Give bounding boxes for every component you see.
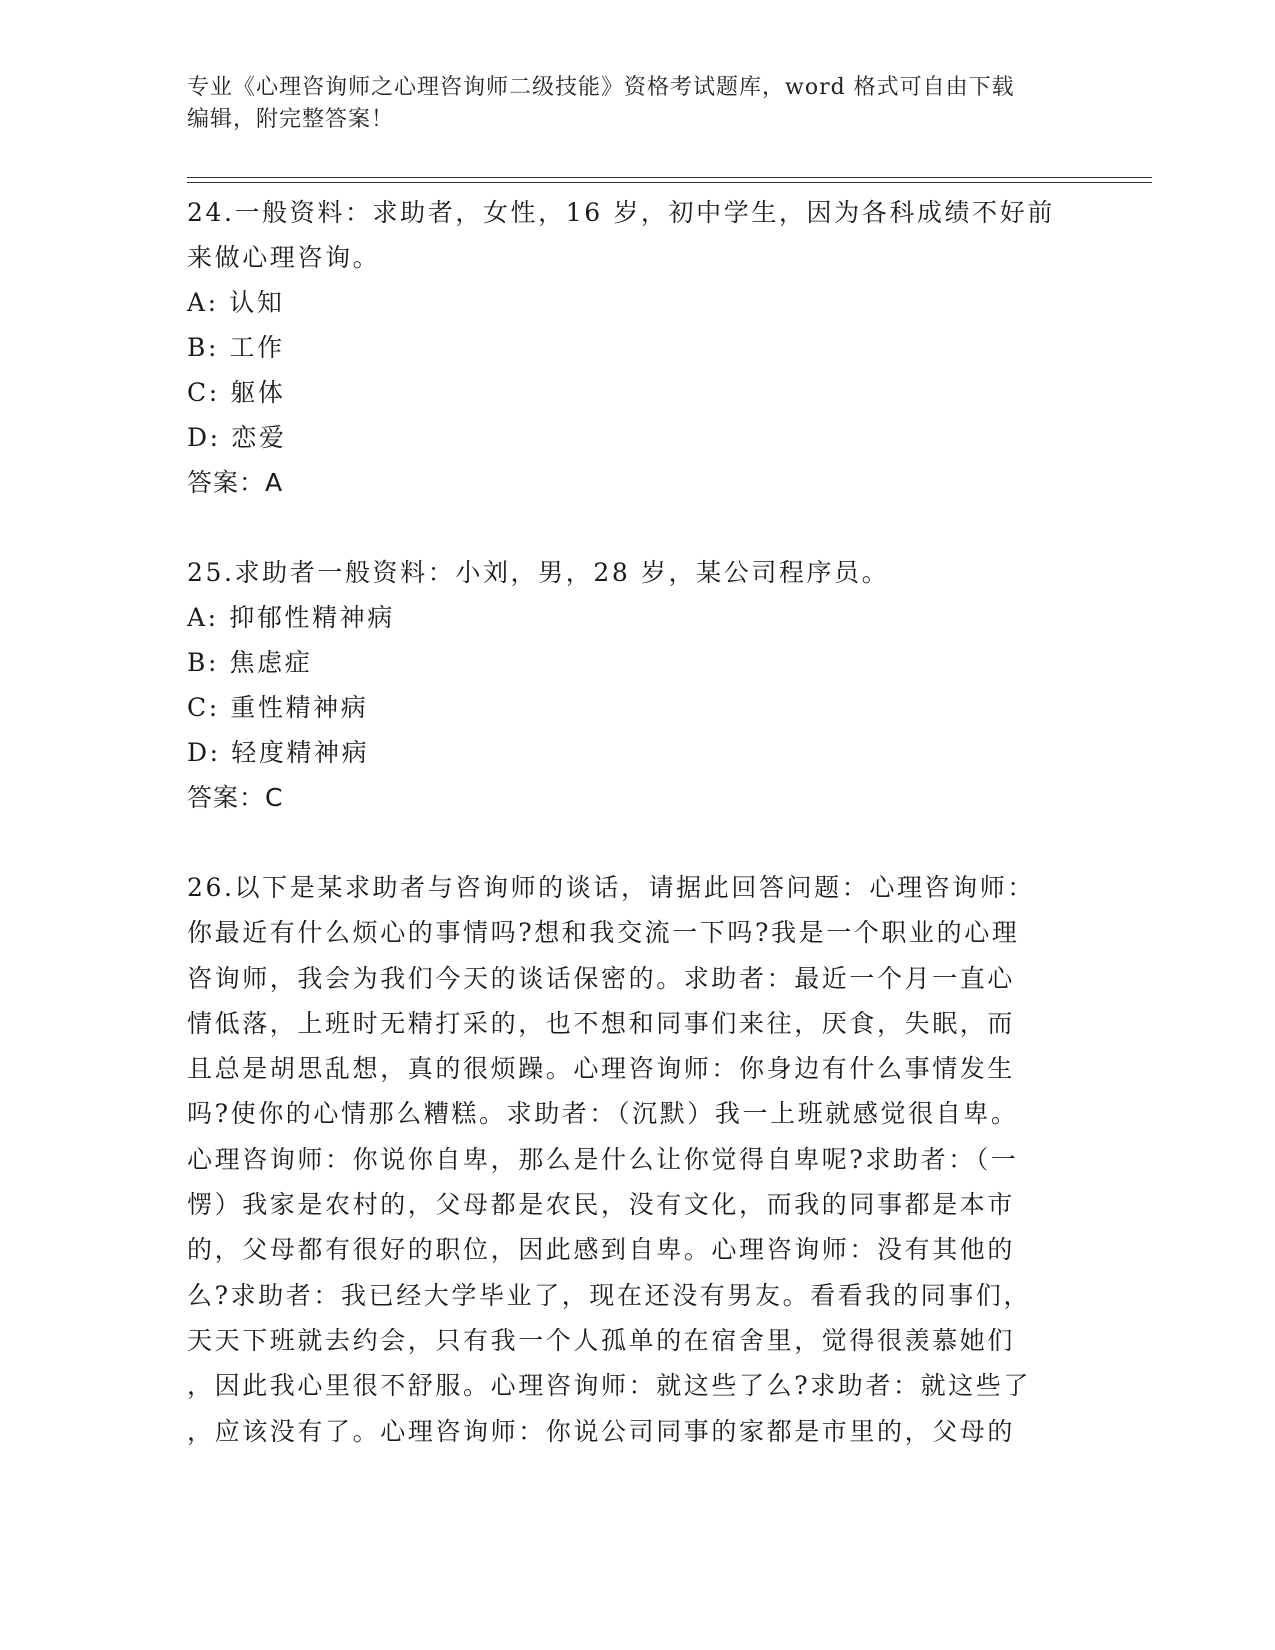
answer-label: 答案：C: [187, 783, 284, 812]
question-stem-line: 咨询师，我会为我们今天的谈话保密的。求助者：最近一个月一直心: [187, 963, 1016, 993]
question-stem-line: ，应该没有了。心理咨询师：你说公司同事的家都是市里的，父母的: [187, 1416, 1016, 1446]
question-stem-line: ，因此我心里很不舒服。心理咨询师：就这些了么?求助者：就这些了: [187, 1371, 1032, 1401]
question-stem-line: 吗?使你的心情那么糟糕。求助者：（沉默）我一上班就感觉很自卑。: [187, 1099, 1019, 1129]
header-line-2: 编辑，附完整答案！: [187, 107, 395, 132]
question-stem-line: 来做心理咨询。: [187, 243, 381, 272]
question-stem-line: 情低落，上班时无精打采的，也不想和同事们来往，厌食，失眠，而: [187, 1008, 1016, 1038]
option-a: A: 抑郁性精神病: [187, 603, 395, 632]
option-c: C: 躯体: [187, 378, 286, 407]
question-stem-line: 25.求助者一般资料：小刘，男，28 岁，某公司程序员。: [187, 558, 890, 587]
header-divider-bottom: [187, 182, 1152, 183]
question-stem-line: 的，父母都有很好的职位，因此感到自卑。心理咨询师：没有其他的: [187, 1235, 1016, 1265]
question-stem-line: 你最近有什么烦心的事情吗?想和我交流一下吗?我是一个职业的心理: [187, 918, 1020, 948]
header-divider-top: [187, 177, 1152, 178]
question-stem-line: 24.一般资料：求助者，女性，16 岁，初中学生，因为各科成绩不好前: [187, 198, 1055, 227]
option-a: A: 认知: [187, 288, 285, 317]
spacer: [187, 820, 1077, 865]
header-line-1: 专业《心理咨询师之心理咨询师二级技能》资格考试题库，word 格式可自由下载: [187, 75, 1015, 100]
spacer: [187, 505, 1077, 550]
question-stem-line: 26.以下是某求助者与咨询师的谈话，请据此回答问题：心理咨询师：: [187, 873, 1035, 902]
option-c: C: 重性精神病: [187, 693, 369, 722]
document-header: [187, 72, 1067, 136]
option-d: D: 轻度精神病: [187, 738, 370, 767]
question-stem-line: 心理咨询师：你说你自卑，那么是什么让你觉得自卑呢?求助者：（一: [187, 1144, 1019, 1174]
question-25: [187, 550, 1077, 820]
question-26: [187, 865, 1077, 1454]
option-b: B: 工作: [187, 333, 285, 362]
question-list: [187, 190, 1077, 1454]
question-stem-line: 么?求助者：我已经大学毕业了，现在还没有男友。看看我的同事们，: [187, 1280, 1032, 1310]
question-stem-line: 且总是胡思乱想，真的很烦躁。心理咨询师：你身边有什么事情发生: [187, 1054, 1016, 1084]
answer-label: 答案：A: [187, 468, 284, 497]
question-24: [187, 190, 1077, 505]
question-stem-line: 愣）我家是农村的，父母都是农民，没有文化，而我的同事都是本市: [187, 1190, 1016, 1220]
option-b: B: 焦虑症: [187, 648, 313, 677]
question-stem-line: 天天下班就去约会，只有我一个人孤单的在宿舍里，觉得很羡慕她们: [187, 1325, 1016, 1355]
option-d: D: 恋爱: [187, 423, 287, 452]
